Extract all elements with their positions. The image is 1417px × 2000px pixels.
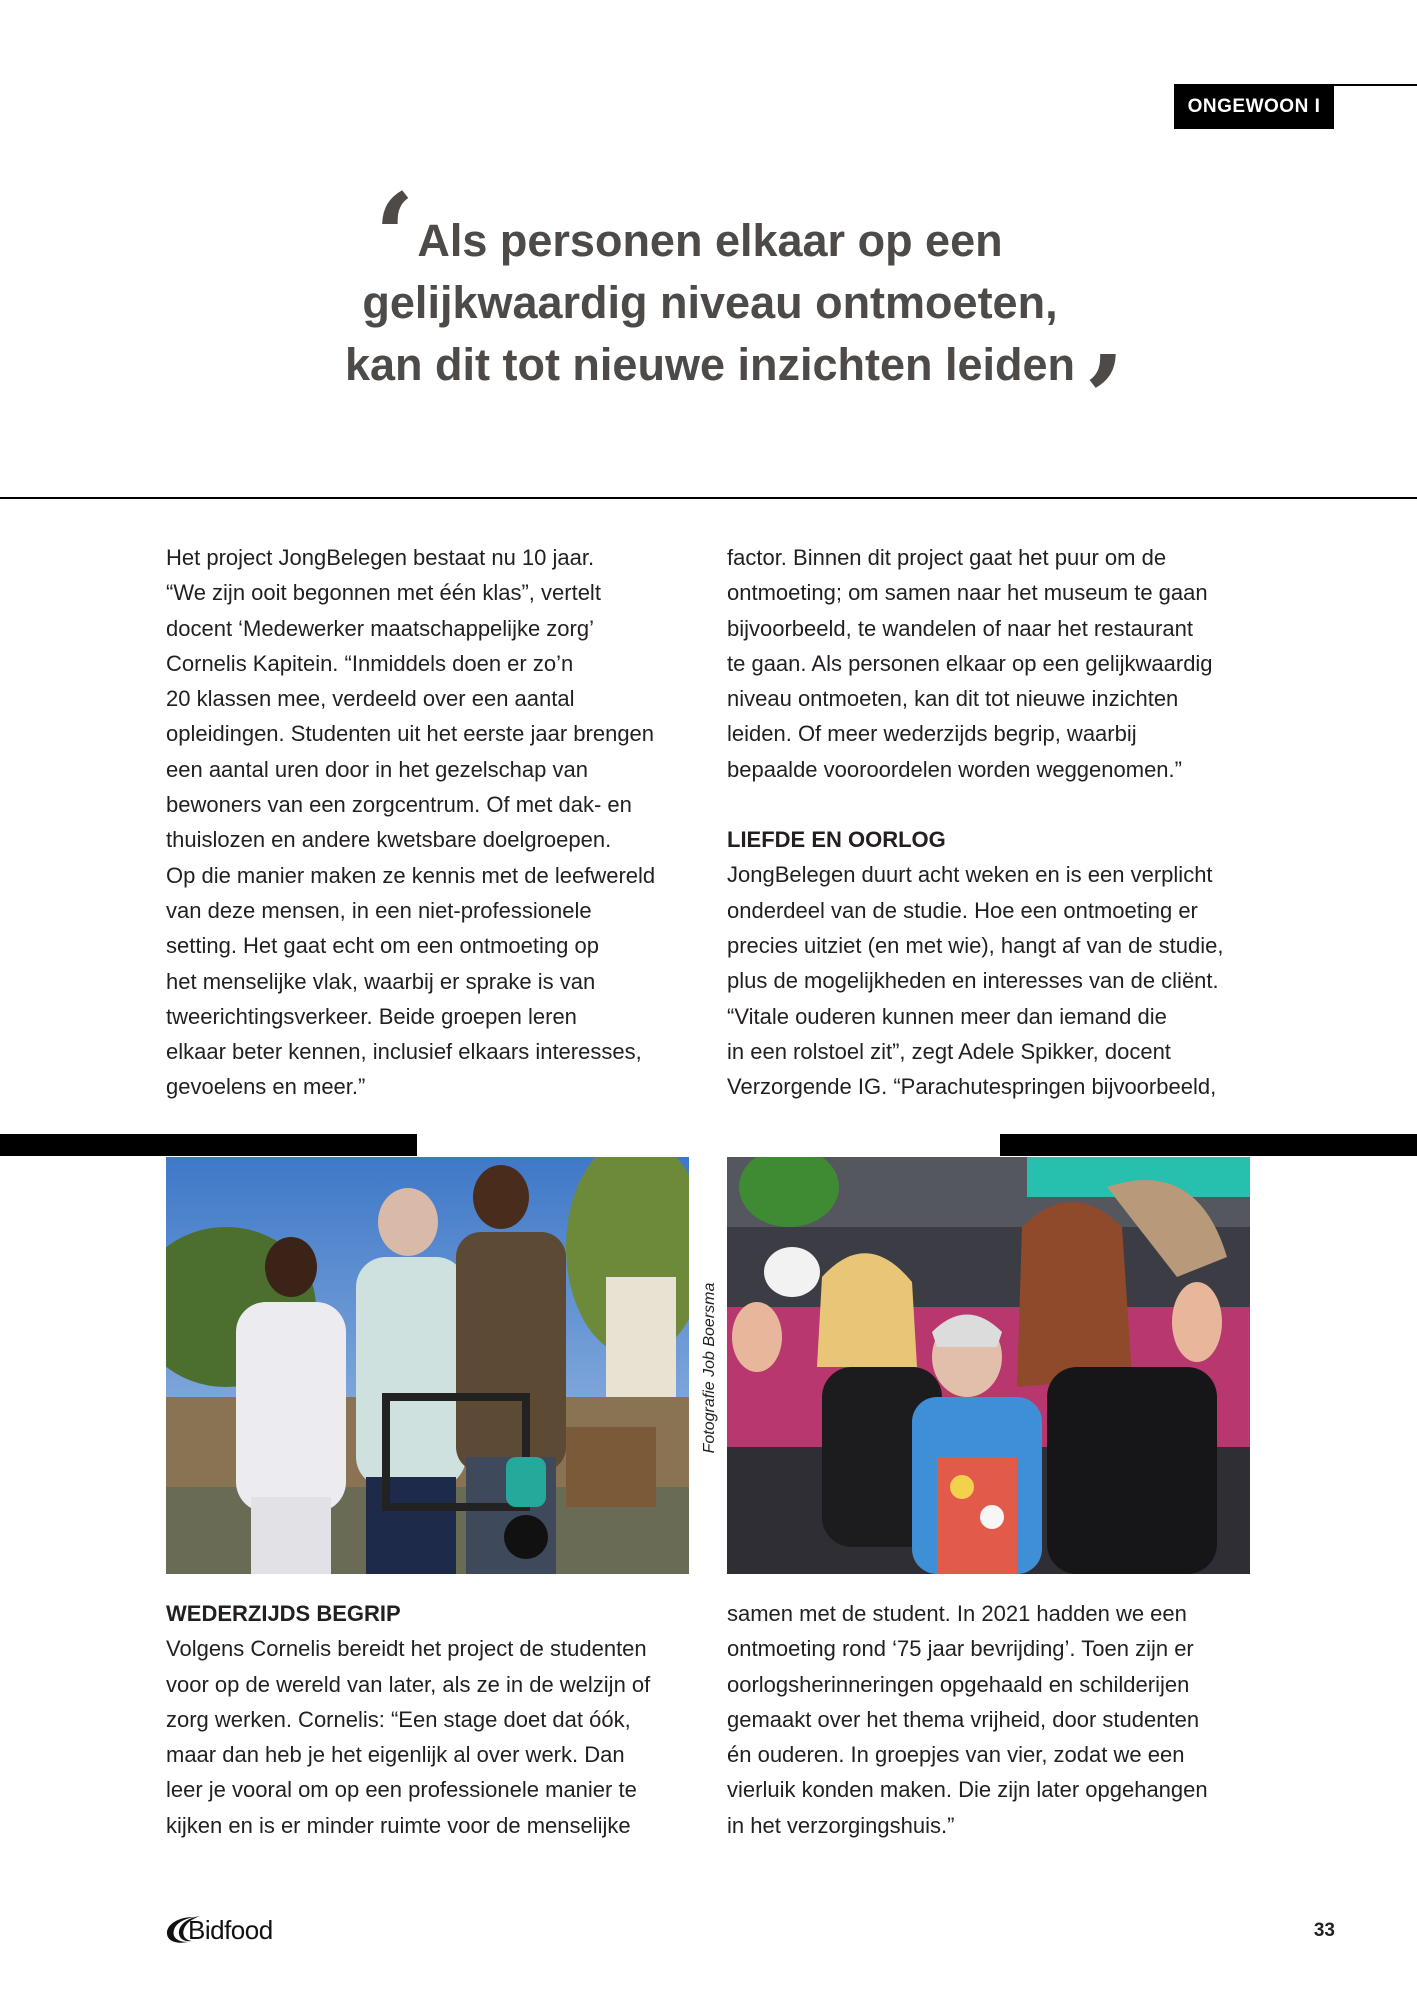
text-line: 20 klassen mee, verdeeld over een aantal — [166, 686, 575, 712]
text-line: het menselijke vlak, waarbij er sprake is van — [166, 968, 596, 994]
text-line: niveau ontmoeten, kan dit tot nieuwe inzichten — [727, 686, 1179, 712]
text-line: Verzorgende IG. “Parachutespringen bijvoorbeeld, — [727, 1074, 1217, 1100]
text-line: in het verzorgingshuis.” — [727, 1812, 955, 1838]
pull-quote-line: gelijkwaardig niveau ontmoeten, — [362, 277, 1058, 328]
close-quote-mark: ’ — [1084, 329, 1126, 468]
decorative-bar-right — [1000, 1134, 1417, 1156]
paragraph — [727, 540, 1257, 787]
text-line: van deze mensen, in een niet-professionele — [166, 897, 592, 923]
text-line: maar dan heb je het eigenlijk al over werk. Dan — [166, 1742, 625, 1768]
pull-quote — [300, 210, 1120, 396]
text-line: tweerichtingsverkeer. Beide groepen leren — [166, 1003, 577, 1029]
paragraph — [166, 540, 696, 1105]
text-line: leiden. Of meer wederzijds begrip, waarbij — [727, 721, 1137, 747]
text-line: elkaar beter kennen, inclusief elkaars interesses, — [166, 1039, 642, 1065]
article-column-top-left — [166, 540, 696, 1105]
text-line: “We zijn ooit begonnen met één klas”, vertelt — [166, 580, 601, 606]
text-line: onderdeel van de studie. Hoe een ontmoeting er — [727, 897, 1198, 923]
text-line: setting. Het gaat echt om een ontmoeting op — [166, 933, 599, 959]
article-column-bottom-right — [727, 1596, 1257, 1843]
text-line: gevoelens en meer.” — [166, 1074, 366, 1100]
article-column-bottom-left — [166, 1596, 696, 1843]
text-line: gemaakt over het thema vrijheid, door studenten — [727, 1706, 1200, 1732]
section-heading-love-war: LIEFDE EN OORLOG — [727, 827, 946, 853]
text-line: te gaan. Als personen elkaar op een gelijkwaardig — [727, 650, 1213, 676]
paragraph — [727, 1596, 1257, 1843]
text-line: Volgens Cornelis bereidt het project de studenten — [166, 1636, 647, 1662]
article-column-top-right — [727, 540, 1257, 1104]
photo-credit: Fotografie Job Boersma — [701, 1282, 718, 1454]
text-line: én ouderen. In groepjes van vier, zodat we een — [727, 1742, 1185, 1768]
text-line: leer je vooral om op een professionele manier te — [166, 1777, 637, 1803]
text-line: zorg werken. Cornelis: “Een stage doet dat óók, — [166, 1706, 631, 1732]
open-quote-mark: ‘ — [374, 167, 416, 306]
text-line: Cornelis Kapitein. “Inmiddels doen er zo’n — [166, 650, 574, 676]
text-line: samen met de student. In 2021 hadden we een — [727, 1601, 1187, 1626]
pull-quote-line: Als personen elkaar op een — [417, 215, 1003, 266]
section-tag-rule — [1334, 84, 1417, 86]
text-line: in een rolstoel zit”, zegt Adele Spikker, docent — [727, 1038, 1171, 1064]
text-line: ontmoeting; om samen naar het museum te gaan — [727, 580, 1208, 606]
bidfood-logo — [164, 1912, 289, 1948]
text-line: ontmoeting rond ‘75 jaar bevrijding’. Toen zijn er — [727, 1636, 1194, 1662]
text-line: precies uitziet (en met wie), hangt af van de studie, — [727, 932, 1224, 958]
text-line: “Vitale ouderen kunnen meer dan iemand die — [727, 1003, 1167, 1029]
text-line: Op die manier maken ze kennis met de leefwereld — [166, 862, 656, 888]
text-line: vierluik konden maken. Die zijn later opgehangen — [727, 1777, 1208, 1803]
decorative-bar-left — [0, 1134, 417, 1156]
paragraph — [166, 1631, 696, 1843]
section-tag: ONGEWOON I — [1174, 84, 1334, 129]
section-heading-mutual: WEDERZIJDS BEGRIP — [166, 1601, 401, 1626]
photo-indoor-group — [727, 1157, 1250, 1574]
photo-outdoor-group — [166, 1157, 689, 1574]
text-line: opleidingen. Studenten uit het eerste jaar brengen — [166, 721, 655, 747]
text-line: plus de mogelijkheden en interesses van de cliënt. — [727, 968, 1219, 994]
text-line: een aantal uren door in het gezelschap van — [166, 756, 588, 782]
horizontal-divider — [0, 497, 1417, 499]
text-line: JongBelegen duurt acht weken en is een verplicht — [727, 862, 1213, 888]
text-line: oorlogsherinneringen opgehaald en schilderijen — [727, 1671, 1190, 1697]
page-number: 33 — [1313, 1920, 1335, 1941]
pull-quote-line: kan dit tot nieuwe inzichten leiden — [344, 339, 1076, 390]
text-line: voor op de wereld van later, als ze in de welzijn of — [166, 1671, 651, 1697]
text-line: thuislozen en andere kwetsbare doelgroepen. — [166, 827, 612, 853]
text-line: kijken en is er minder ruimte voor de menselijke — [166, 1812, 631, 1838]
text-line: docent ‘Medewerker maatschappelijke zorg’ — [166, 615, 594, 641]
paragraph — [727, 857, 1257, 1104]
text-line: factor. Binnen dit project gaat het puur om de — [727, 545, 1167, 570]
text-line: bepaalde vooroordelen worden weggenomen.” — [727, 756, 1182, 782]
logo-text: Bidfood — [188, 1915, 273, 1945]
text-line: bewoners van een zorgcentrum. Of met dak- en — [166, 792, 632, 818]
text-line: bijvoorbeeld, te wandelen of naar het restaurant — [727, 615, 1193, 641]
text-line: Het project JongBelegen bestaat nu 10 jaar. — [166, 545, 595, 570]
